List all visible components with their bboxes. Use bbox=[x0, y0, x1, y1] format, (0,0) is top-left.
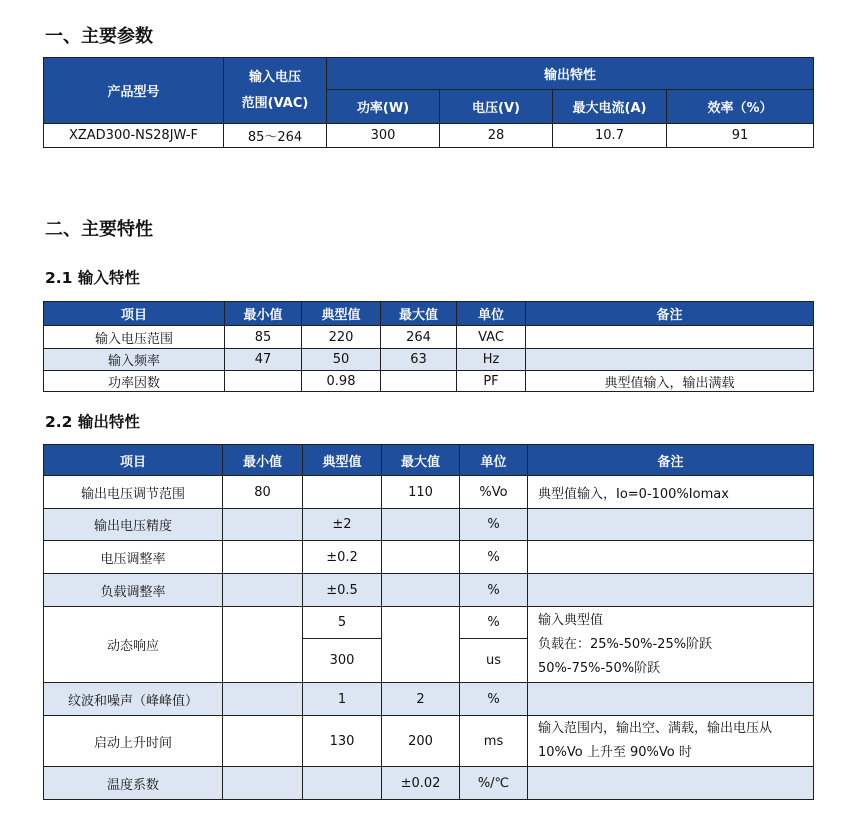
cell-min bbox=[223, 607, 303, 683]
cell-input: 85～264 bbox=[224, 124, 327, 148]
cell-min bbox=[223, 716, 303, 767]
header-unit: 单位 bbox=[457, 302, 526, 326]
cell-note bbox=[528, 607, 814, 683]
cell-voltage: 28 bbox=[440, 124, 553, 148]
cell-min bbox=[223, 683, 303, 716]
cell-unit: VAC bbox=[457, 326, 526, 349]
table-row bbox=[44, 683, 814, 716]
cell-item: 输入频率 bbox=[44, 349, 225, 371]
cell-note bbox=[528, 683, 814, 716]
cell-max: 200 bbox=[382, 716, 460, 767]
cell-unit: %Vo bbox=[460, 476, 528, 509]
header-voltage: 电压(V) bbox=[440, 90, 553, 124]
cell-min: 85 bbox=[225, 326, 302, 349]
cell-typ bbox=[303, 476, 382, 509]
header-max: 最大值 bbox=[381, 302, 457, 326]
cell-unit: Hz bbox=[457, 349, 526, 371]
cell-note bbox=[528, 574, 814, 607]
cell-min bbox=[223, 509, 303, 541]
cell-max bbox=[382, 574, 460, 607]
cell-typ: 300 bbox=[303, 639, 382, 683]
cell-unit: %/℃ bbox=[460, 767, 528, 800]
table-row bbox=[44, 349, 814, 371]
note-line: 输入典型值 bbox=[538, 612, 604, 628]
header-min: 最小值 bbox=[225, 302, 302, 326]
cell-efficiency: 91 bbox=[667, 124, 814, 148]
header-typ: 典型值 bbox=[303, 445, 382, 476]
cell-item: 启动上升时间 bbox=[44, 716, 223, 767]
cell-power: 300 bbox=[327, 124, 440, 148]
cell-typ bbox=[303, 767, 382, 800]
cell-max: ±0.02 bbox=[382, 767, 460, 800]
table-row bbox=[44, 476, 814, 509]
cell-note bbox=[528, 541, 814, 574]
cell-unit: % bbox=[460, 509, 528, 541]
cell-typ: 220 bbox=[302, 326, 381, 349]
header-note: 备注 bbox=[526, 302, 814, 326]
cell-min bbox=[223, 541, 303, 574]
note-line: 50%-75%-50%阶跃 bbox=[538, 660, 661, 676]
cell-note bbox=[528, 767, 814, 800]
cell-typ: 50 bbox=[302, 349, 381, 371]
cell-max bbox=[381, 371, 457, 392]
header-item: 项目 bbox=[44, 445, 223, 476]
header-max: 最大值 bbox=[382, 445, 460, 476]
cell-item: 电压调整率 bbox=[44, 541, 223, 574]
table-row bbox=[44, 371, 814, 392]
table-row bbox=[44, 326, 814, 349]
cell-unit: PF bbox=[457, 371, 526, 392]
cell-min: 80 bbox=[223, 476, 303, 509]
section-title-characteristics: 二、主要特性 bbox=[45, 219, 153, 240]
cell-note: 典型值输入，Io=0-100%Iomax bbox=[528, 476, 814, 509]
cell-item: 负载调整率 bbox=[44, 574, 223, 607]
note-line: 输入范围内，输出空、满载，输出电压从 bbox=[538, 721, 773, 736]
cell-unit: % bbox=[460, 574, 528, 607]
cell-max: 2 bbox=[382, 683, 460, 716]
section-title-main-params: 一、主要参数 bbox=[45, 26, 153, 47]
table-row bbox=[44, 767, 814, 800]
cell-item: 动态响应 bbox=[44, 607, 223, 683]
cell-unit: % bbox=[460, 541, 528, 574]
cell-typ: ±0.2 bbox=[303, 541, 382, 574]
cell-unit: % bbox=[460, 683, 528, 716]
output-char-table bbox=[43, 444, 814, 800]
cell-max: 63 bbox=[381, 349, 457, 371]
header-output: 输出特性 bbox=[327, 58, 814, 90]
cell-note bbox=[526, 326, 814, 349]
cell-item: 输出电压调节范围 bbox=[44, 476, 223, 509]
cell-item: 纹波和噪声（峰峰值） bbox=[44, 683, 223, 716]
subsection-title-input: 2.1 输入特性 bbox=[45, 269, 140, 287]
table-row bbox=[44, 607, 814, 639]
cell-unit: % bbox=[460, 607, 528, 639]
input-char-table bbox=[43, 301, 814, 392]
cell-max: 264 bbox=[381, 326, 457, 349]
cell-max bbox=[382, 607, 460, 683]
cell-current: 10.7 bbox=[553, 124, 667, 148]
header-model: 产品型号 bbox=[44, 58, 224, 124]
cell-unit: ms bbox=[460, 716, 528, 767]
note-line: 10%Vo 上升至 90%Vo 时 bbox=[538, 745, 692, 760]
cell-item: 输出电压精度 bbox=[44, 509, 223, 541]
header-current: 最大电流(A) bbox=[553, 90, 667, 124]
cell-max bbox=[382, 541, 460, 574]
cell-typ: ±2 bbox=[303, 509, 382, 541]
cell-typ: 0.98 bbox=[302, 371, 381, 392]
cell-typ: ±0.5 bbox=[303, 574, 382, 607]
cell-note bbox=[528, 716, 814, 767]
header-power: 功率(W) bbox=[327, 90, 440, 124]
header-item: 项目 bbox=[44, 302, 225, 326]
cell-model: XZAD300-NS28JW-F bbox=[44, 124, 224, 148]
main-params-table bbox=[43, 57, 814, 148]
cell-typ: 130 bbox=[303, 716, 382, 767]
cell-max bbox=[382, 509, 460, 541]
cell-item: 温度系数 bbox=[44, 767, 223, 800]
cell-typ: 5 bbox=[303, 607, 382, 639]
cell-typ: 1 bbox=[303, 683, 382, 716]
cell-min bbox=[223, 574, 303, 607]
cell-min: 47 bbox=[225, 349, 302, 371]
header-efficiency: 效率（%） bbox=[667, 90, 814, 124]
cell-max: 110 bbox=[382, 476, 460, 509]
cell-note bbox=[526, 349, 814, 371]
header-typ: 典型值 bbox=[302, 302, 381, 326]
cell-item: 功率因数 bbox=[44, 371, 225, 392]
table-row bbox=[44, 716, 814, 767]
header-min: 最小值 bbox=[223, 445, 303, 476]
header-input-line1: 输入电压 bbox=[248, 69, 301, 85]
subsection-title-output: 2.2 输出特性 bbox=[45, 413, 140, 431]
cell-note bbox=[528, 509, 814, 541]
cell-item: 输入电压范围 bbox=[44, 326, 225, 349]
header-input-range bbox=[224, 58, 327, 124]
cell-min bbox=[225, 371, 302, 392]
table-row bbox=[44, 509, 814, 541]
cell-min bbox=[223, 767, 303, 800]
table-row bbox=[44, 574, 814, 607]
note-line: 负载在：25%-50%-25%阶跃 bbox=[538, 636, 713, 652]
table-row bbox=[44, 541, 814, 574]
header-unit: 单位 bbox=[460, 445, 528, 476]
header-note: 备注 bbox=[528, 445, 814, 476]
cell-unit: us bbox=[460, 639, 528, 683]
cell-note: 典型值输入，输出满载 bbox=[526, 371, 814, 392]
table-row bbox=[44, 124, 814, 148]
header-input-line2: 范围(VAC) bbox=[241, 95, 309, 111]
